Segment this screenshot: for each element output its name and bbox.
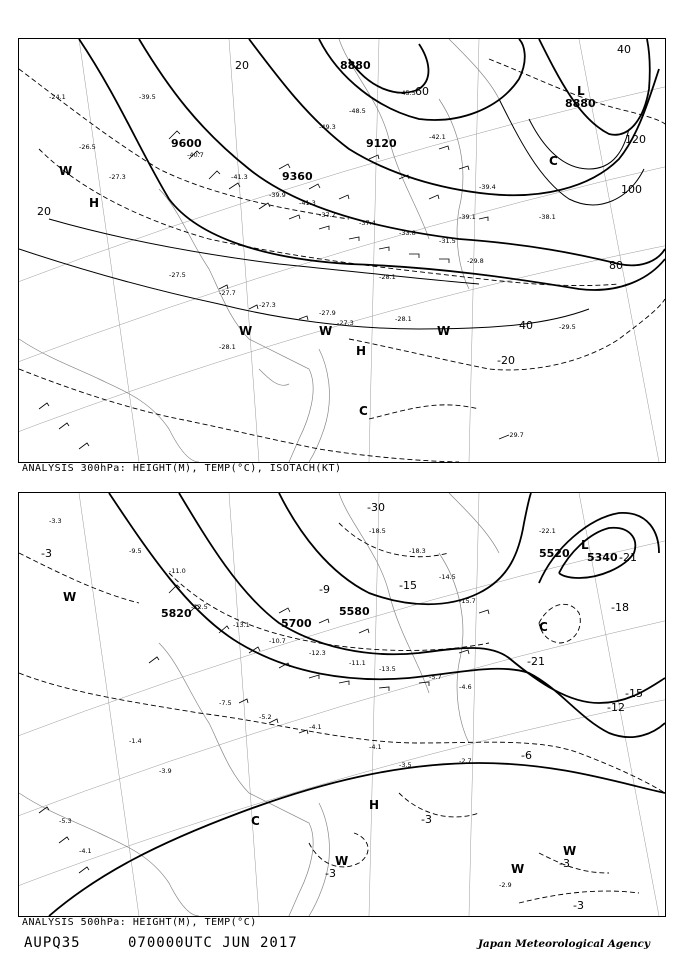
svg-text:-48.5: -48.5	[349, 107, 366, 115]
isotach-label-4: 80	[609, 259, 623, 272]
svg-text:-39.9: -39.9	[269, 191, 286, 199]
svg-text:-33.8: -33.8	[399, 229, 416, 237]
height-label-300-1: 8880	[340, 59, 371, 72]
svg-text:-42.1: -42.1	[429, 133, 446, 141]
height-label-300-2: 8880	[565, 97, 596, 110]
svg-text:-27.3: -27.3	[109, 173, 126, 181]
svg-text:-28.1: -28.1	[219, 343, 236, 351]
svg-text:-4.6: -4.6	[459, 683, 472, 691]
height-label-500-1: 5340	[587, 551, 618, 564]
isotach-label-7: 20	[37, 205, 51, 218]
caption-500hpa: ANALYSIS 500hPa: HEIGHT(M), TEMP(°C)	[22, 917, 257, 928]
cold-marker-500-1: C	[539, 620, 548, 634]
svg-text:-1.4: -1.4	[129, 737, 142, 745]
svg-text:-29.5: -29.5	[559, 323, 576, 331]
temp-500-label-3: -3	[325, 867, 336, 880]
height-label-500-4: 5700	[281, 617, 312, 630]
svg-text:-13.1: -13.1	[233, 621, 250, 629]
cold-marker-300-2: C	[359, 404, 368, 418]
temp-500-label-7: -9	[319, 583, 330, 596]
svg-text:-37.7: -37.7	[319, 211, 336, 219]
height-label-300-3: 9120	[366, 137, 397, 150]
svg-text:-5.7: -5.7	[429, 673, 442, 681]
temp-500-label-6: -6	[521, 749, 532, 762]
low-marker-300: L	[577, 84, 585, 98]
chart-id: AUPQ35	[24, 935, 81, 951]
svg-text:-24.1: -24.1	[49, 93, 66, 101]
temp-500-label-2: -3	[421, 813, 432, 826]
cold-marker-500-2: C	[251, 814, 260, 828]
svg-text:-28.1: -28.1	[379, 273, 396, 281]
temp-500-label-10: -15	[625, 687, 643, 700]
svg-text:-15.7: -15.7	[459, 597, 476, 605]
high-marker-500: H	[369, 798, 380, 812]
svg-text:-22.1: -22.1	[539, 527, 556, 535]
svg-text:-18.5: -18.5	[369, 527, 386, 535]
isotach-label-3: 60	[415, 85, 429, 98]
svg-text:-13.5: -13.5	[379, 665, 396, 673]
warm-marker-500-2: W	[335, 854, 349, 868]
svg-text:-5.2: -5.2	[259, 713, 272, 721]
svg-text:-29.8: -29.8	[467, 257, 484, 265]
svg-text:-40.7: -40.7	[187, 151, 204, 159]
svg-text:-2.7: -2.7	[459, 757, 472, 765]
svg-text:-26.5: -26.5	[79, 143, 96, 151]
svg-text:-5.3: -5.3	[59, 817, 72, 825]
warm-marker-500-3: W	[511, 862, 525, 876]
temp-500-label-11: -18	[611, 601, 629, 614]
isotach-label-6: 120	[625, 133, 646, 146]
svg-text:-27.7: -27.7	[219, 289, 236, 297]
svg-text:-9.5: -9.5	[129, 547, 142, 555]
temp-500-label-14: -30	[367, 501, 385, 514]
svg-text:-27.9: -27.9	[319, 309, 336, 317]
svg-text:-11.0: -11.0	[169, 567, 186, 575]
svg-text:-31.5: -31.5	[439, 237, 456, 245]
valid-time: 070000UTC JUN 2017	[128, 935, 298, 951]
map-300hpa-canvas	[19, 39, 665, 462]
svg-text:-39.1: -39.1	[459, 213, 476, 221]
height-label-500-5: 5820	[161, 607, 192, 620]
svg-text:-27.5: -27.5	[169, 271, 186, 279]
svg-text:-4.1: -4.1	[369, 743, 382, 751]
temp-500-label-1: -3	[41, 547, 52, 560]
temp-label-4: -28.1	[395, 315, 412, 323]
isotach-label-2: 40	[617, 43, 631, 56]
svg-text:-3.3: -3.3	[49, 517, 62, 525]
svg-text:-4.1: -4.1	[79, 847, 92, 855]
temp-500-label-12: -21	[527, 655, 545, 668]
low-marker-500: L	[581, 538, 589, 552]
svg-text:-39.5: -39.5	[139, 93, 156, 101]
warm-marker-500-1: W	[63, 590, 77, 604]
temp-label-2: -29.7	[507, 431, 524, 439]
svg-text:-3.9: -3.9	[159, 767, 172, 775]
svg-text:-45.5: -45.5	[399, 89, 416, 97]
svg-text:-27.3: -27.3	[259, 301, 276, 309]
caption-300hpa: ANALYSIS 300hPa: HEIGHT(M), TEMP(°C), ISOTACH(KT)	[22, 463, 342, 474]
height-contours-300	[79, 39, 665, 290]
svg-text:-2.9: -2.9	[499, 881, 512, 889]
temp-500-label-5: -3	[573, 899, 584, 912]
svg-text:-3.5: -3.5	[399, 761, 412, 769]
svg-text:-38.1: -38.1	[539, 213, 556, 221]
agency-name: Japan Meteorological Agency	[477, 938, 650, 950]
svg-text:-39.4: -39.4	[479, 183, 496, 191]
map-500hpa-canvas	[19, 493, 665, 916]
temp-label-3: -27.3	[337, 319, 354, 327]
high-marker-300-2: H	[356, 344, 367, 358]
high-marker-300-1: H	[89, 196, 100, 210]
isotach-label-1: 20	[235, 59, 249, 72]
warm-marker-500-4: W	[563, 844, 577, 858]
svg-text:-41.3: -41.3	[231, 173, 248, 181]
temp-500-label-4: -3	[559, 857, 570, 870]
svg-text:-18.3: -18.3	[409, 547, 426, 555]
isotach-label-5: 100	[621, 183, 642, 196]
wind-barbs-500	[39, 585, 489, 873]
warm-marker-300-3: W	[319, 324, 333, 338]
temp-500-label-9: -15	[399, 579, 417, 592]
warm-marker-300-1: W	[59, 164, 73, 178]
svg-text:-49.3: -49.3	[319, 123, 336, 131]
temp-500-label-13: -21	[619, 551, 637, 564]
svg-text:-10.7: -10.7	[269, 637, 286, 645]
cold-marker-300-1: C	[549, 154, 558, 168]
svg-text:-37.4: -37.4	[359, 219, 376, 227]
station-obs-500	[49, 517, 556, 889]
warm-marker-300-2: W	[239, 324, 253, 338]
height-label-500-3: 5580	[339, 605, 370, 618]
isotherms-300	[19, 59, 665, 462]
svg-text:-14.5: -14.5	[439, 573, 456, 581]
height-label-300-5: 9600	[171, 137, 202, 150]
svg-text:-12.5: -12.5	[191, 603, 208, 611]
svg-text:-11.1: -11.1	[349, 659, 366, 667]
svg-text:-12.3: -12.3	[309, 649, 326, 657]
map-500hpa	[18, 492, 666, 917]
height-label-300-4: 9360	[282, 170, 313, 183]
svg-text:-4.1: -4.1	[309, 723, 322, 731]
svg-text:-41.3: -41.3	[299, 199, 316, 207]
height-label-500-2: 5520	[539, 547, 570, 560]
map-300hpa	[18, 38, 666, 463]
warm-marker-300-4: W	[437, 324, 451, 338]
svg-text:-7.5: -7.5	[219, 699, 232, 707]
temp-label-1: -20	[497, 354, 515, 367]
isotach-label-8: 40	[519, 319, 533, 332]
temp-500-label-8: -12	[607, 701, 625, 714]
